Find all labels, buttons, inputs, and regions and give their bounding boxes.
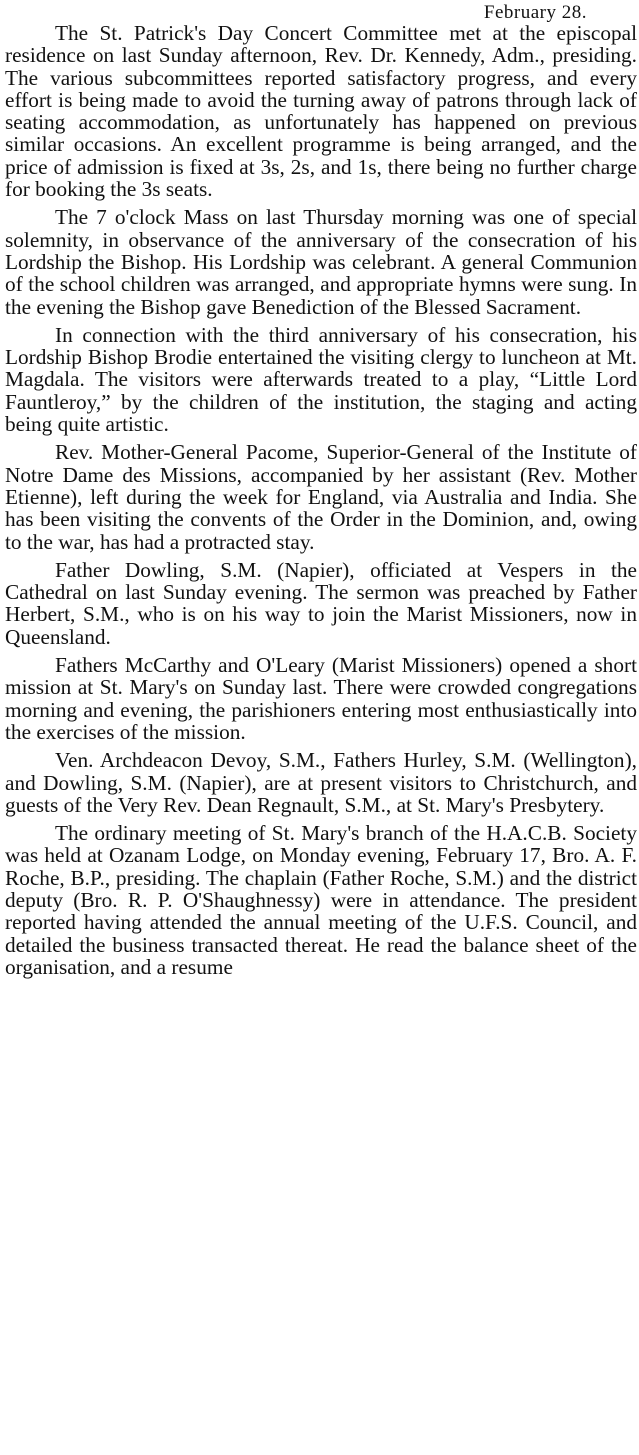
issue-date: February 28. bbox=[483, 2, 587, 23]
paragraph-mother-general: Rev. Mother-General Pacome, Superior-General of the Institute of Notre Dame des Missions, accompanied by her assistant (Rev. Mother Etienne), left during the week for England, via Australia and India. She has been visiting the convents of the Order in the Dominion, and, owing to the war, has had a protracted stay. bbox=[5, 440, 637, 554]
paragraph-st-patricks-concert: The St. Patrick's Day Concert Committee met at the episcopal residence on last Sunday afternoon, Rev. Dr. Kennedy, Adm., presiding. The various subcommittees reported satisfactory progress, and every effort is being made to avoid the turning away of patrons through lack of seating accommodation, as unfortunately has happened on previous similar occasions. An excellent programme is being arranged, and the price of admission is fixed at 3s, 2s, and 1s, there being no further charge for booking the 3s seats. bbox=[5, 21, 637, 202]
article-column bbox=[5, 22, 637, 984]
paragraph-visiting-clergy: Ven. Archdeacon Devoy, S.M., Fathers Hurley, S.M. (Wellington), and Dowling, S.M. (Napier), are at present visitors to Christchurch, and guests of the Very Rev. Dean Regnault, S.M., at St. Mary's Presbytery. bbox=[5, 748, 637, 817]
paragraph-bishop-luncheon: In connection with the third anniversary of his consecration, his Lordship Bishop Brodie entertained the visiting clergy to luncheon at Mt. Magdala. The visitors were afterwards treated to a play, “Little Lord Fauntleroy,” by the children of the institution, the staging and acting being quite artistic. bbox=[5, 322, 637, 437]
paragraph-father-dowling: Father Dowling, S.M. (Napier), officiated at Vespers in the Cathedral on last Sunday evening. The sermon was preached by Father Herbert, S.M., who is on his way to join the Marist Missioners, now in Queensland. bbox=[5, 557, 637, 649]
paragraph-hacb-meeting: The ordinary meeting of St. Mary's branch of the H.A.C.B. Society was held at Ozanam Lodge, on Monday evening, February 17, Bro. A. F. Roche, B.P., presiding. The chaplain (Father Roche, S.M.) and the district deputy (Bro. R. P. O'Shaughnessy) were in attendance. The president reported having attended the annual meeting of the U.F.S. Council, and detailed the business transacted thereat. He read the balance sheet of the organisation, and a resume bbox=[5, 821, 637, 979]
paragraph-mass-anniversary: The 7 o'clock Mass on last Thursday morning was one of special solemnity, in observance of the anniversary of the consecration of his Lordship the Bishop. His Lordship was celebrant. A general Communion of the school children was arranged, and appropriate hymns were sung. In the evening the Bishop gave Benediction of the Blessed Sacrament. bbox=[5, 205, 637, 319]
paragraph-marist-mission: Fathers McCarthy and O'Leary (Marist Missioners) opened a short mission at St. Mary's on Sunday last. There were crowded congregations morning and evening, the parishioners entering most enthusiastically into the exercises of the mission. bbox=[5, 653, 637, 744]
